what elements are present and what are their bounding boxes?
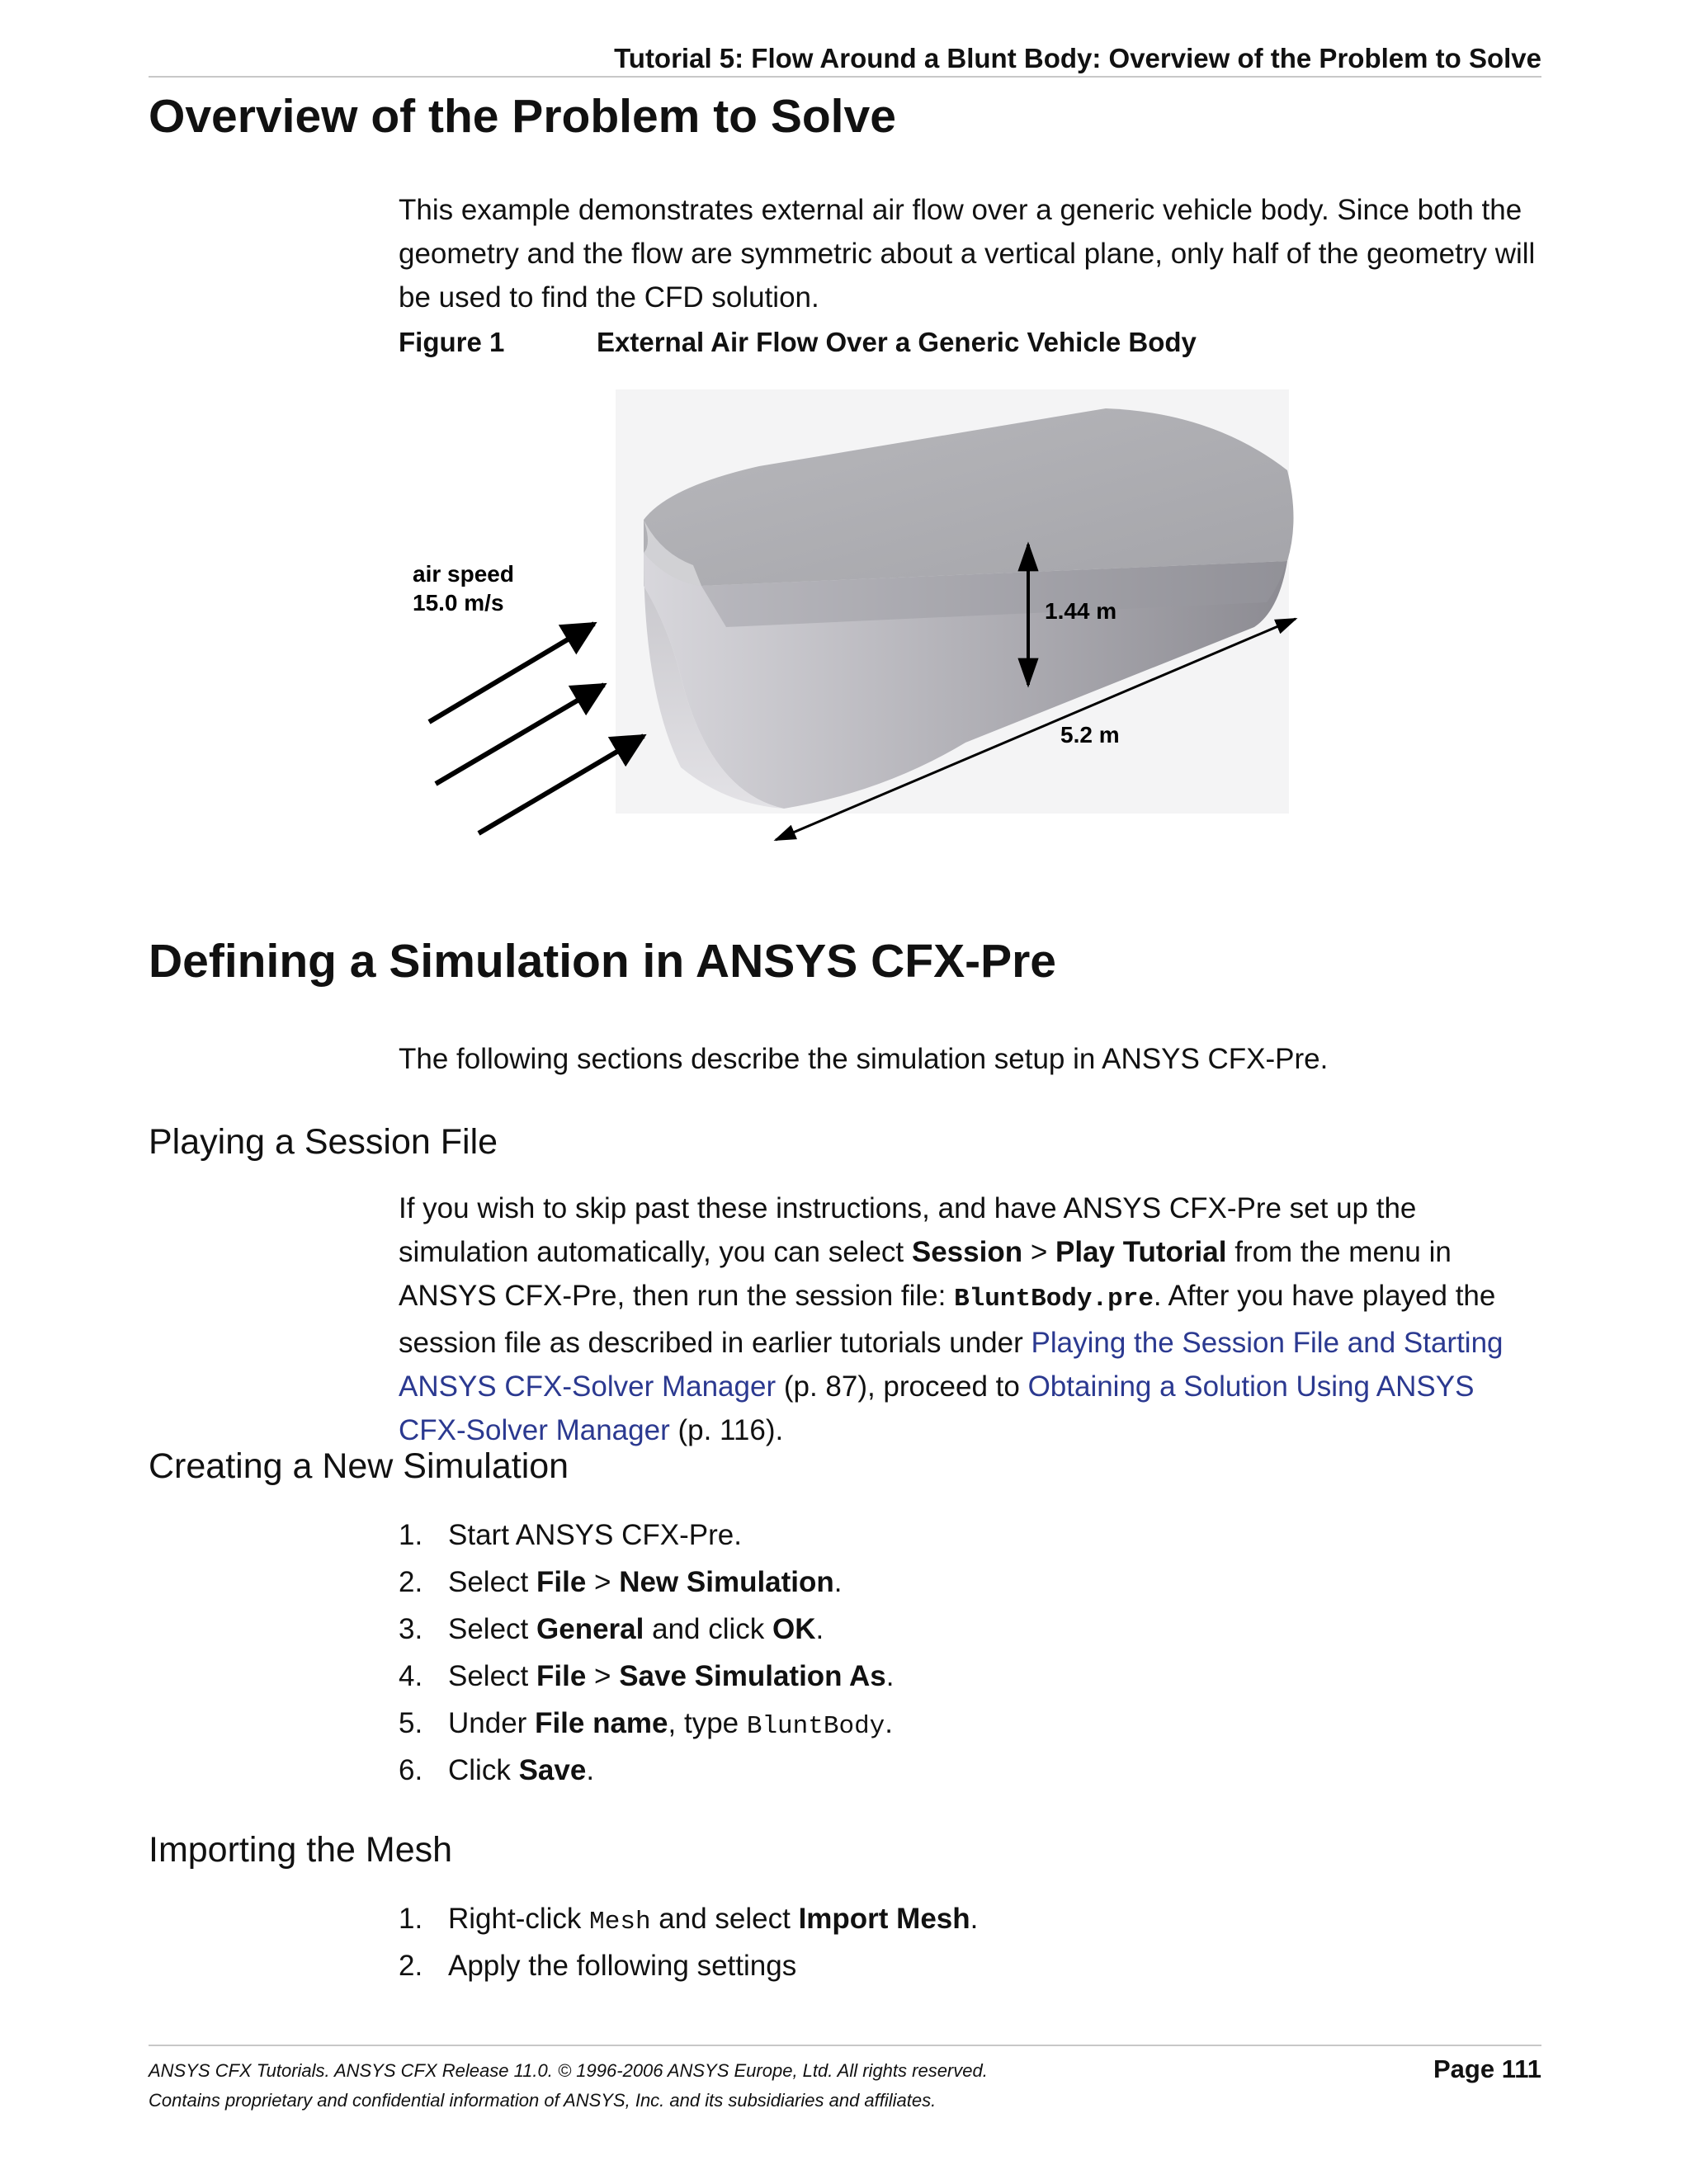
figure-caption (399, 327, 1197, 358)
overview-paragraph (399, 188, 1546, 319)
list-item: 3. Select General and click OK. (399, 1613, 824, 1645)
subsection-title-session: Playing a Session File (149, 1122, 498, 1162)
footer-confidential: Contains proprietary and confidential information of ANSYS, Inc. and its subsidiaries and affiliates. (149, 2090, 937, 2111)
menu-separator: > (1022, 1236, 1055, 1268)
length-label: 5.2 m (1060, 722, 1120, 748)
importing-steps-list (399, 1895, 1546, 1989)
creating-steps-list (399, 1512, 1546, 1794)
overview-paragraph-line: geometry and the flow are symmetric about a vertical plane, only half of the geometry will (399, 238, 1536, 270)
flow-arrow (436, 685, 604, 784)
session-text: (p. 87), proceed to (776, 1370, 1028, 1403)
list-item: 5. Under File name, type BluntBody. (399, 1707, 894, 1741)
session-text: If you wish to skip past these instructions, and have ANSYS CFX-Pre set up the simulation automatically, you can select (399, 1192, 1417, 1268)
session-text: (p. 116). (669, 1414, 784, 1446)
list-item: 2. Select File > New Simulation. (399, 1566, 843, 1598)
defining-intro: The following sections describe the simulation setup in ANSYS CFX-Pre. (399, 1043, 1329, 1075)
list-item: 1. Right-click Mesh and select Import Mesh. (399, 1903, 979, 1936)
overview-paragraph-line: be used to find the CFD solution. (399, 281, 819, 314)
figure-number: Figure 1 (399, 327, 505, 357)
session-file-name: BluntBody.pre (954, 1285, 1154, 1314)
height-label: 1.44 m (1045, 598, 1117, 624)
list-item: 6. Click Save. (399, 1754, 595, 1786)
header-rule (149, 76, 1541, 78)
footer-rule (149, 2045, 1541, 2046)
link-playing-session-file[interactable]: Playing the Session File and Starting ANSYS CFX-Solver Manager (399, 1327, 1504, 1403)
blunt-body-figure (396, 380, 1345, 858)
session-text: from the menu in ANSYS CFX-Pre, then run the session file: (399, 1236, 1452, 1312)
air-speed-value: 15.0 m/s (413, 590, 504, 616)
page-number: Page 111 (1433, 2054, 1541, 2083)
list-item: 4. Select File > Save Simulation As. (399, 1660, 895, 1692)
list-item: 2. Apply the following settings (399, 1950, 797, 1982)
play-tutorial-menu: Play Tutorial (1055, 1236, 1227, 1268)
subsection-title-creating: Creating a New Simulation (149, 1446, 569, 1486)
running-header: Tutorial 5: Flow Around a Blunt Body: Overview of the Problem to Solve (614, 43, 1541, 73)
session-menu: Session (911, 1236, 1023, 1268)
section-title-defining: Defining a Simulation in ANSYS CFX-Pre (149, 935, 1057, 988)
section-title-overview: Overview of the Problem to Solve (149, 90, 896, 143)
link-obtaining-solution[interactable]: Obtaining a Solution Using ANSYS CFX-Solver Manager (399, 1370, 1475, 1446)
session-paragraph (399, 1186, 1546, 1452)
list-item: 1. Start ANSYS CFX-Pre. (399, 1519, 742, 1551)
session-text: . After you have played the session file as described in earlier tutorials under (399, 1280, 1496, 1359)
subsection-title-importing: Importing the Mesh (149, 1830, 453, 1870)
air-speed-label: air speed (413, 561, 514, 587)
figure-caption-text: External Air Flow Over a Generic Vehicle Body (597, 327, 1197, 357)
footer-copyright: ANSYS CFX Tutorials. ANSYS CFX Release 11.0. © 1996-2006 ANSYS Europe, Ltd. All rights reserved. (149, 2060, 988, 2081)
overview-paragraph-line: This example demonstrates external air flow over a generic vehicle body. Since both the (399, 194, 1522, 226)
